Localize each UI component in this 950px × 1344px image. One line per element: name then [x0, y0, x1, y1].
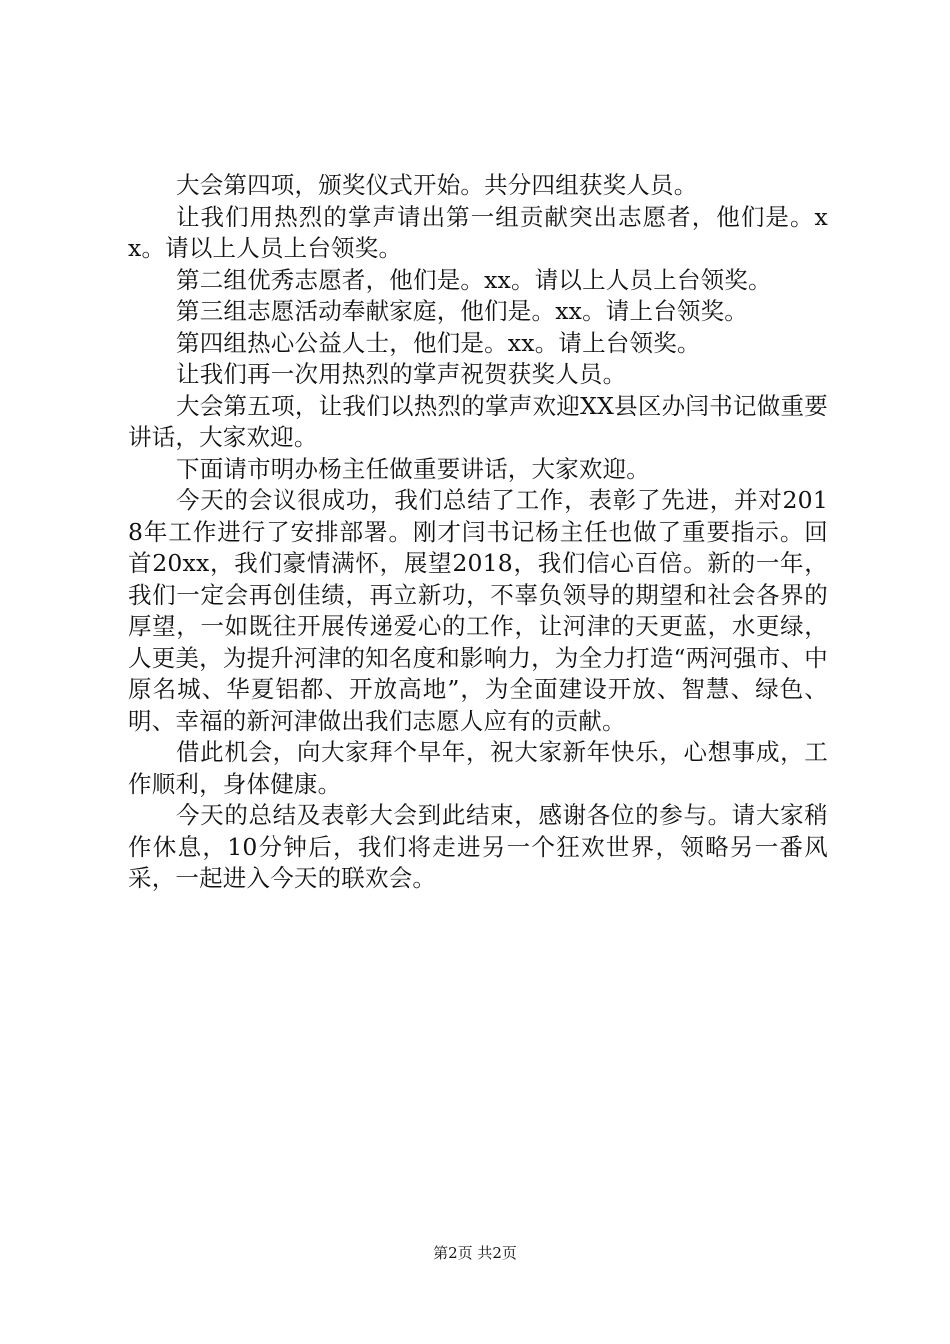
- paragraph-group-one: 让我们用热烈的掌声请出第一组贡献突出志愿者，他们是。xx。请以上人员上台领奖。: [128, 202, 828, 262]
- paragraph-meeting-summary: 今天的会议很成功，我们总结了工作，表彰了先进，并对2018年工作进行了安排部署。刚才闫书记杨主任也做了重要指示。回首20xx，我们豪情满怀，展望2018，我们信心百倍。新的一年，我们一定会再创佳绩，再立新功，不辜负领导的期望和社会各界的厚望，一如既往开展传递爱心的工作，让河津的天更蓝，水更绿，人更美，为提升河津的知名度和影响力，为全力打造“两河强市、中原名城、华夏铝都、开放高地”，为全面建设开放、智慧、绿色、明、幸福的新河津做出我们志愿人应有的贡献。: [128, 486, 828, 735]
- paragraph-closing: 今天的总结及表彰大会到此结束，感谢各位的参与。请大家稍作休息，10分钟后，我们将走进另一个狂欢世界，领略另一番风采，一起进入今天的联欢会。: [128, 801, 828, 892]
- paragraph-group-three: 第三组志愿活动奉献家庭，他们是。xx。请上台领奖。: [176, 297, 749, 325]
- paragraph-award-ceremony-start: 大会第四项，颁奖仪式开始。共分四组获奖人员。: [176, 171, 698, 199]
- paragraph-group-two: 第二组优秀志愿者，他们是。xx。请以上人员上台领奖。: [176, 265, 772, 294]
- paragraph-item-five: 大会第五项，让我们以热烈的掌声欢迎XX县区办闫书记做重要讲话，大家欢迎。: [128, 391, 828, 451]
- paragraph-director-speech: 下面请市明办杨主任做重要讲话，大家欢迎。: [176, 454, 650, 483]
- paragraph-congratulations: 让我们再一次用热烈的掌声祝贺获奖人员。: [176, 360, 627, 388]
- page-footer: 第2页 共2页: [433, 1244, 517, 1262]
- paragraph-new-year-wishes: 借此机会，向大家拜个早年，祝大家新年快乐，心想事成，工作顺利，身体健康。: [128, 738, 828, 798]
- paragraph-group-four: 第四组热心公益人士，他们是。xx。请上台领奖。: [176, 328, 701, 357]
- document-body: [128, 170, 828, 895]
